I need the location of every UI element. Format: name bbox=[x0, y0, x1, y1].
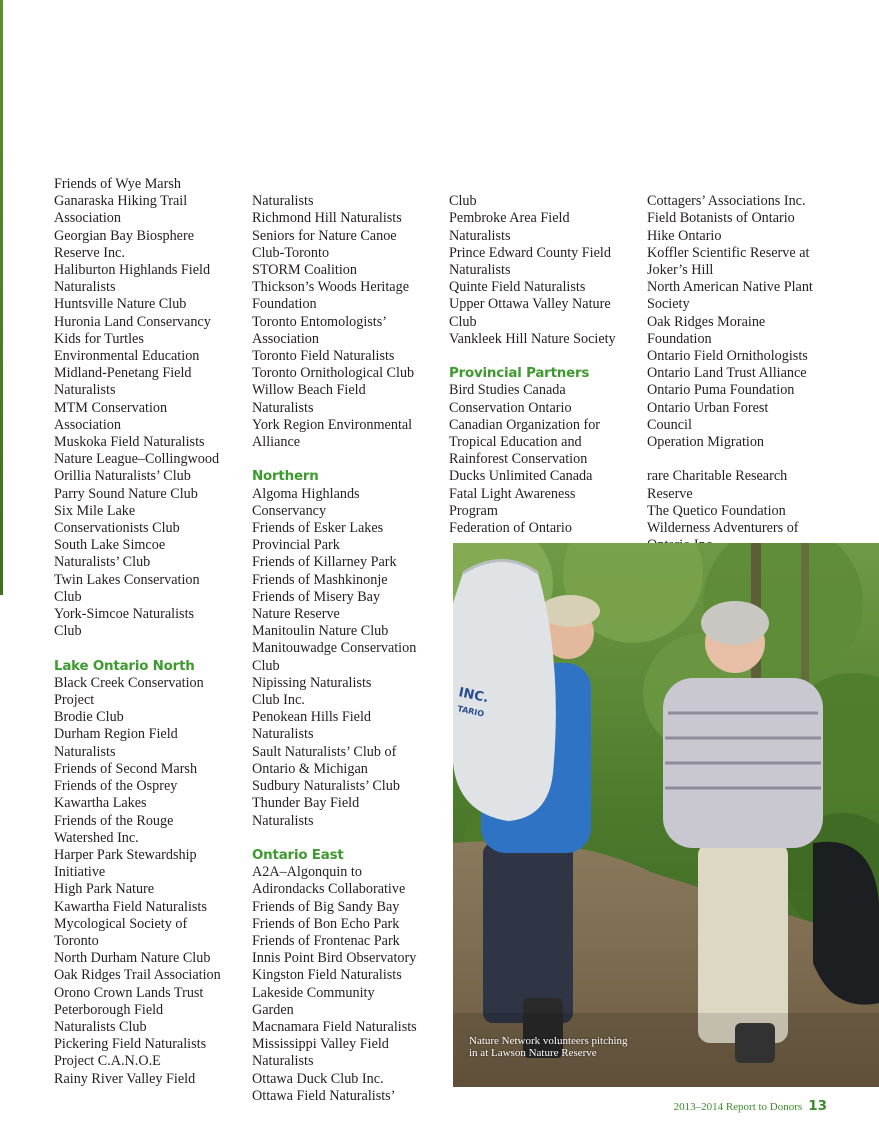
donor-entry-line: Parry Sound Nature Club bbox=[54, 485, 198, 502]
donor-entry bbox=[252, 778, 442, 795]
donor-entry bbox=[54, 709, 244, 726]
donor-entry-line bbox=[660, 176, 837, 193]
donor-entry-line: Club bbox=[449, 193, 477, 210]
donor-entry-line: Alliance bbox=[252, 434, 301, 451]
donor-entry bbox=[252, 176, 442, 210]
donor-entry bbox=[252, 589, 442, 623]
donor-entry-line: Manitoulin Nature Club bbox=[252, 623, 389, 640]
donor-entry bbox=[54, 916, 244, 950]
donor-entry-line: Provincial Park bbox=[252, 537, 340, 554]
volunteers-photo bbox=[453, 543, 879, 1087]
donor-entry-line: Thickson’s Woods Heritage bbox=[252, 279, 409, 296]
donor-entry bbox=[647, 451, 837, 503]
donor-entry bbox=[252, 486, 442, 520]
donor-entry bbox=[647, 279, 837, 313]
donor-entry-line: South Lake Simcoe bbox=[54, 537, 166, 554]
donor-entry-line: Mississippi Valley Field bbox=[252, 1036, 389, 1053]
donor-entry-line: Midland-Penetang Field bbox=[54, 365, 192, 382]
donor-entry bbox=[647, 245, 837, 279]
donor-entry-line: Friends of Frontenac Park bbox=[252, 932, 400, 949]
donor-entry bbox=[252, 1088, 442, 1105]
report-title: 2013–2014 Report to Donors bbox=[673, 1101, 803, 1113]
donor-entry bbox=[647, 228, 837, 245]
donor-entry-line: Naturalists bbox=[54, 743, 116, 760]
donor-entry bbox=[54, 314, 244, 331]
donor-entry-line: Operation Migration bbox=[647, 434, 765, 451]
donor-entry bbox=[252, 864, 442, 881]
donor-entry bbox=[54, 365, 244, 399]
section-heading: Provincial Partners bbox=[449, 366, 590, 382]
donor-entry-line: Orono Crown Lands Trust bbox=[54, 984, 204, 1001]
donor-entry-line: Black Creek Conservation bbox=[54, 674, 204, 691]
donor-entry bbox=[252, 623, 442, 640]
donor-entry bbox=[54, 572, 244, 606]
donor-entry bbox=[54, 726, 244, 760]
donor-entry-line: Harper Park Stewardship bbox=[54, 846, 197, 863]
donor-entry-line: Haliburton Highlands Field bbox=[54, 262, 211, 279]
donor-entry bbox=[449, 331, 639, 348]
donor-entry-line: Club bbox=[449, 313, 477, 330]
donor-entry-line: Pembroke Area Field bbox=[449, 210, 570, 227]
donor-entry bbox=[449, 520, 639, 537]
donor-entry bbox=[647, 365, 837, 382]
donor-entry-line: Club bbox=[54, 588, 82, 605]
donor-entry-line: Friends of Misery Bay bbox=[252, 588, 381, 605]
donor-entry-line: Field Botanists of Ontario bbox=[647, 210, 795, 227]
donor-entry-line: Friends of the Osprey bbox=[54, 778, 178, 795]
donor-entry-line: Fatal Light Awareness bbox=[449, 485, 576, 502]
svg-text:INC.: INC. bbox=[457, 685, 490, 707]
donor-entry-line: Ganaraska Hiking Trail bbox=[54, 193, 188, 210]
donor-entry-line: Friends of Killarney Park bbox=[252, 554, 397, 571]
donor-entry bbox=[252, 899, 442, 916]
donor-entry-line: Naturalists bbox=[54, 279, 116, 296]
donor-entry-line: Conservancy bbox=[252, 502, 327, 519]
donor-entry bbox=[54, 1053, 244, 1070]
donor-entry-line: Canadian Organization for bbox=[449, 416, 601, 433]
donor-entry-line: Hike Ontario bbox=[647, 227, 722, 244]
donor-column-1 bbox=[54, 176, 244, 1088]
donor-entry-line: Penokean Hills Field bbox=[252, 709, 372, 726]
donor-entry-line: Joker’s Hill bbox=[647, 262, 714, 279]
caption-line: Nature Network volunteers pitching bbox=[469, 1035, 628, 1047]
donor-entry bbox=[54, 606, 244, 640]
donor-entry-line: Georgian Bay Biosphere bbox=[54, 227, 195, 244]
donor-entry bbox=[252, 348, 442, 365]
donor-entry bbox=[252, 1019, 442, 1036]
donor-entry-line: Friends of Mashkinonje bbox=[252, 571, 388, 588]
donor-entry bbox=[449, 486, 639, 520]
donor-entry-line: Lakeside Community bbox=[252, 984, 375, 1001]
donor-entry-line: Orillia Naturalists’ Club bbox=[54, 468, 191, 485]
donor-entry-line: Club bbox=[54, 623, 82, 640]
black-trash-bag bbox=[813, 842, 879, 1005]
section-heading: Northern bbox=[252, 469, 319, 485]
donor-entry-line: Willow Beach Field bbox=[252, 382, 366, 399]
photo-caption bbox=[469, 1036, 669, 1059]
donor-entry-line: Toronto bbox=[54, 932, 99, 949]
donor-entry bbox=[449, 468, 639, 485]
donor-entry-line: Bird Studies Canada bbox=[449, 382, 566, 399]
donor-entry bbox=[647, 314, 837, 348]
donor-entry-line: MTM Conservation bbox=[54, 399, 168, 416]
donor-entry bbox=[252, 967, 442, 984]
donor-entry bbox=[449, 296, 639, 330]
donor-entry bbox=[54, 813, 244, 847]
donor-entry-line: Club-Toronto bbox=[252, 244, 330, 261]
donor-entry bbox=[252, 1036, 442, 1070]
donor-entry-line: North American Native Plant bbox=[647, 279, 813, 296]
donor-entry-line: Ottawa Field Naturalists’ bbox=[252, 1087, 396, 1104]
donor-entry-line: Conservation Ontario bbox=[449, 399, 572, 416]
donor-entry bbox=[54, 468, 244, 485]
donor-entry-line: Rainy River Valley Field bbox=[54, 1070, 196, 1087]
donor-entry-line: Pickering Field Naturalists bbox=[54, 1036, 207, 1053]
donor-entry-line: Huronia Land Conservancy bbox=[54, 313, 211, 330]
donor-entry-line: Naturalists bbox=[252, 399, 314, 416]
donor-entry-line: Project C.A.N.O.E bbox=[54, 1053, 161, 1070]
donor-entry-line: Garden bbox=[252, 1001, 294, 1018]
donor-entry bbox=[449, 417, 639, 469]
donor-entry bbox=[252, 520, 442, 554]
donor-entry-line: Club Inc. bbox=[252, 692, 305, 709]
section-heading: Ontario East bbox=[252, 847, 344, 863]
donor-entry bbox=[647, 434, 837, 451]
donor-entry-line: Naturalists bbox=[252, 726, 314, 743]
donor-entry bbox=[449, 210, 639, 244]
donor-entry bbox=[54, 675, 244, 709]
svg-text:TARIO: TARIO bbox=[456, 704, 485, 719]
donor-entry-line: Society bbox=[647, 296, 690, 313]
donor-entry-line: Naturalists bbox=[54, 382, 116, 399]
donor-entry bbox=[449, 245, 639, 279]
donor-entry-line: Manitouwadge Conservation bbox=[252, 640, 417, 657]
donor-entry-line: Brodie Club bbox=[54, 709, 124, 726]
donor-entry bbox=[647, 400, 837, 434]
donor-entry-line: York Region Environmental bbox=[252, 416, 413, 433]
donor-entry bbox=[54, 950, 244, 967]
section-spacer bbox=[449, 348, 639, 365]
donor-entry bbox=[647, 382, 837, 399]
section-spacer bbox=[54, 640, 244, 657]
donor-entry-line: Reserve bbox=[647, 485, 693, 502]
donor-entry bbox=[54, 331, 244, 348]
donor-entry bbox=[647, 210, 837, 227]
donor-entry bbox=[252, 554, 442, 571]
donor-column-4 bbox=[647, 176, 837, 554]
donor-entry bbox=[54, 451, 244, 468]
donor-entry-line: Algoma Highlands bbox=[252, 485, 360, 502]
donor-entry bbox=[252, 916, 442, 933]
donor-entry-line: Association bbox=[252, 330, 319, 347]
donor-entry-line: Kids for Turtles bbox=[54, 330, 144, 347]
donor-entry-line: Naturalists bbox=[252, 193, 314, 210]
donor-entry bbox=[252, 382, 442, 416]
donor-entry bbox=[54, 1036, 244, 1053]
donor-entry-line: rare Charitable Research bbox=[647, 468, 788, 485]
donor-entry-line: Cottagers’ Associations Inc. bbox=[647, 193, 806, 210]
donor-entry-line: Kingston Field Naturalists bbox=[252, 967, 402, 984]
donor-entry bbox=[54, 486, 244, 503]
donor-entry-line: Prince Edward County Field bbox=[449, 244, 611, 261]
section-spacer bbox=[252, 830, 442, 847]
donor-entry bbox=[252, 933, 442, 950]
donor-entry-line: A2A–Algonquin to bbox=[252, 864, 362, 881]
donor-entry-line: Ducks Unlimited Canada bbox=[449, 468, 593, 485]
donor-entry bbox=[252, 950, 442, 967]
donor-entry-line bbox=[462, 176, 639, 193]
donor-entry bbox=[54, 400, 244, 434]
donor-entry-line: Naturalists bbox=[449, 262, 511, 279]
donor-entry bbox=[54, 847, 244, 881]
donor-entry-line: Innis Point Bird Observatory bbox=[252, 950, 417, 967]
sack bbox=[453, 561, 556, 822]
donor-entry bbox=[54, 296, 244, 313]
donor-entry bbox=[647, 503, 837, 520]
donor-entry bbox=[449, 279, 639, 296]
donor-entry-line: Naturalists bbox=[252, 1053, 314, 1070]
donor-entry bbox=[54, 1071, 244, 1088]
donor-entry bbox=[252, 314, 442, 348]
donor-entry-line: Mycological Society of bbox=[54, 915, 188, 932]
donor-entry bbox=[54, 985, 244, 1002]
donor-entry-line: Macnamara Field Naturalists bbox=[252, 1018, 417, 1035]
donor-entry-line: Toronto Ornithological Club bbox=[252, 365, 415, 382]
donor-column-2 bbox=[252, 176, 442, 1105]
donor-entry-line bbox=[660, 451, 837, 468]
donor-entry-line: Toronto Entomologists’ bbox=[252, 313, 387, 330]
section-heading: Lake Ontario North bbox=[54, 658, 195, 674]
donor-entry-line: Friends of Second Marsh bbox=[54, 760, 198, 777]
donor-entry bbox=[54, 899, 244, 916]
donor-entry-line: Ontario Puma Foundation bbox=[647, 382, 795, 399]
donor-entry bbox=[54, 348, 244, 365]
donor-entry-line: Nipissing Naturalists bbox=[252, 674, 372, 691]
section-spacer bbox=[252, 451, 442, 468]
donor-entry-line: Kawartha Field Naturalists bbox=[54, 898, 207, 915]
donor-entry-line: Thunder Bay Field bbox=[252, 795, 360, 812]
donor-entry bbox=[54, 881, 244, 898]
donor-entry-line: Council bbox=[647, 416, 692, 433]
donor-entry bbox=[252, 365, 442, 382]
donor-entry-line: Quinte Field Naturalists bbox=[449, 279, 586, 296]
donor-entry-line: Tropical Education and bbox=[449, 434, 582, 451]
donor-entry-line: Oak Ridges Trail Association bbox=[54, 967, 221, 984]
donor-entry-line: Koffler Scientific Reserve at bbox=[647, 244, 810, 261]
donor-entry-line: Kawartha Lakes bbox=[54, 795, 147, 812]
donor-entry-line: Program bbox=[449, 502, 498, 519]
donor-entry-line: Friends of Esker Lakes bbox=[252, 520, 384, 537]
donor-entry-line: Naturalists’ Club bbox=[54, 554, 151, 571]
donor-entry bbox=[54, 228, 244, 262]
left-edge-bar bbox=[0, 0, 3, 595]
donor-entry-line: Club bbox=[252, 657, 280, 674]
donor-entry-line: Richmond Hill Naturalists bbox=[252, 210, 402, 227]
donor-entry bbox=[252, 572, 442, 589]
donor-entry bbox=[449, 400, 639, 417]
donor-entry-line bbox=[265, 176, 442, 193]
donor-entry bbox=[647, 348, 837, 365]
donor-entry-line: Wilderness Adventurers of bbox=[647, 520, 799, 537]
donor-entry-line: Naturalists Club bbox=[54, 1018, 147, 1035]
donor-entry bbox=[252, 744, 442, 778]
donor-entry-line: Twin Lakes Conservation bbox=[54, 571, 200, 588]
donor-entry-line: Peterborough Field bbox=[54, 1001, 164, 1018]
donor-entry-line: Foundation bbox=[252, 296, 317, 313]
donor-entry-line: Toronto Field Naturalists bbox=[252, 348, 395, 365]
donor-entry-line: Friends of Bon Echo Park bbox=[252, 915, 400, 932]
donor-entry-line: Vankleek Hill Nature Society bbox=[449, 330, 616, 347]
donor-entry bbox=[449, 382, 639, 399]
donor-entry-line: STORM Coalition bbox=[252, 262, 357, 279]
donor-entry-line: Muskoka Field Naturalists bbox=[54, 434, 205, 451]
donor-entry bbox=[252, 881, 442, 898]
donor-entry-line: Friends of Wye Marsh bbox=[54, 176, 181, 192]
donor-column-3 bbox=[449, 176, 639, 537]
donor-entry-line: Foundation bbox=[647, 330, 712, 347]
donor-entry-line: High Park Nature bbox=[54, 881, 155, 898]
donor-entry-line: Ontario Urban Forest bbox=[647, 399, 769, 416]
donor-entry-line: Sault Naturalists’ Club of bbox=[252, 743, 397, 760]
donor-entry bbox=[54, 262, 244, 296]
donor-entry-line: Oak Ridges Moraine bbox=[647, 313, 766, 330]
donor-entry-line: Ottawa Duck Club Inc. bbox=[252, 1070, 384, 1087]
donor-entry-line: Ontario Land Trust Alliance bbox=[647, 365, 807, 382]
donor-entry bbox=[54, 1002, 244, 1036]
donor-entry bbox=[252, 210, 442, 227]
donor-entry bbox=[54, 778, 244, 812]
donor-entry-line: Conservationists Club bbox=[54, 520, 180, 537]
donor-entry-line: Rainforest Conservation bbox=[449, 451, 588, 468]
donor-entry-line: Project bbox=[54, 692, 95, 709]
donor-entry-line: Nature League–Collingwood bbox=[54, 451, 220, 468]
donor-entry-line: Six Mile Lake bbox=[54, 502, 136, 519]
donor-entry bbox=[252, 675, 442, 709]
donor-entry-line: Association bbox=[54, 416, 121, 433]
donor-entry-line: The Quetico Foundation bbox=[647, 502, 786, 519]
page-number: 13 bbox=[808, 1098, 827, 1114]
donor-entry-line: Nature Reserve bbox=[252, 606, 340, 623]
donor-entry-line: Durham Region Field bbox=[54, 726, 178, 743]
donor-entry bbox=[252, 1071, 442, 1088]
donor-entry bbox=[252, 795, 442, 829]
donor-entry bbox=[252, 417, 442, 451]
donor-entry-line: Upper Ottawa Valley Nature bbox=[449, 296, 611, 313]
donor-entry-line: North Durham Nature Club bbox=[54, 950, 211, 967]
forest-scene-illustration bbox=[453, 543, 879, 1087]
donor-entry-line: Friends of the Rouge bbox=[54, 812, 174, 829]
donor-entry bbox=[252, 985, 442, 1019]
caption-line: in at Lawson Nature Reserve bbox=[469, 1046, 597, 1059]
donor-entry-line: Seniors for Nature Canoe bbox=[252, 227, 397, 244]
donor-entry-line: Ontario & Michigan bbox=[252, 760, 368, 777]
donor-entry bbox=[54, 503, 244, 537]
donor-entry bbox=[54, 176, 244, 193]
donor-entry-line: Naturalists bbox=[252, 812, 314, 829]
donor-entry bbox=[647, 176, 837, 210]
donor-entry-line: Huntsville Nature Club bbox=[54, 296, 187, 313]
donor-entry-line: Initiative bbox=[54, 864, 106, 881]
donor-entry bbox=[252, 279, 442, 313]
donor-entry-line: Naturalists bbox=[449, 227, 511, 244]
donor-entry-line: Ontario Field Ornithologists bbox=[647, 348, 808, 365]
donor-entry bbox=[54, 537, 244, 571]
donor-entry-line: Reserve Inc. bbox=[54, 244, 125, 261]
donor-entry bbox=[54, 193, 244, 227]
donor-entry-line: Federation of Ontario bbox=[449, 520, 572, 537]
donor-entry-line: Friends of Big Sandy Bay bbox=[252, 898, 400, 915]
page-footer bbox=[674, 1098, 827, 1114]
donor-entry bbox=[252, 640, 442, 674]
donor-entry-line: Association bbox=[54, 210, 121, 227]
donor-entry bbox=[252, 262, 442, 279]
donor-entry-line: Environmental Education bbox=[54, 348, 200, 365]
donor-entry bbox=[54, 434, 244, 451]
donor-entry-line: Adirondacks Collaborative bbox=[252, 881, 406, 898]
donor-entry-line: Watershed Inc. bbox=[54, 829, 139, 846]
donor-entry bbox=[449, 176, 639, 210]
donor-entry bbox=[54, 761, 244, 778]
donor-entry-line: Sudbury Naturalists’ Club bbox=[252, 778, 400, 795]
donor-entry-line: York-Simcoe Naturalists bbox=[54, 606, 195, 623]
donor-entry bbox=[252, 709, 442, 743]
donor-entry bbox=[54, 967, 244, 984]
donor-entry bbox=[252, 228, 442, 262]
